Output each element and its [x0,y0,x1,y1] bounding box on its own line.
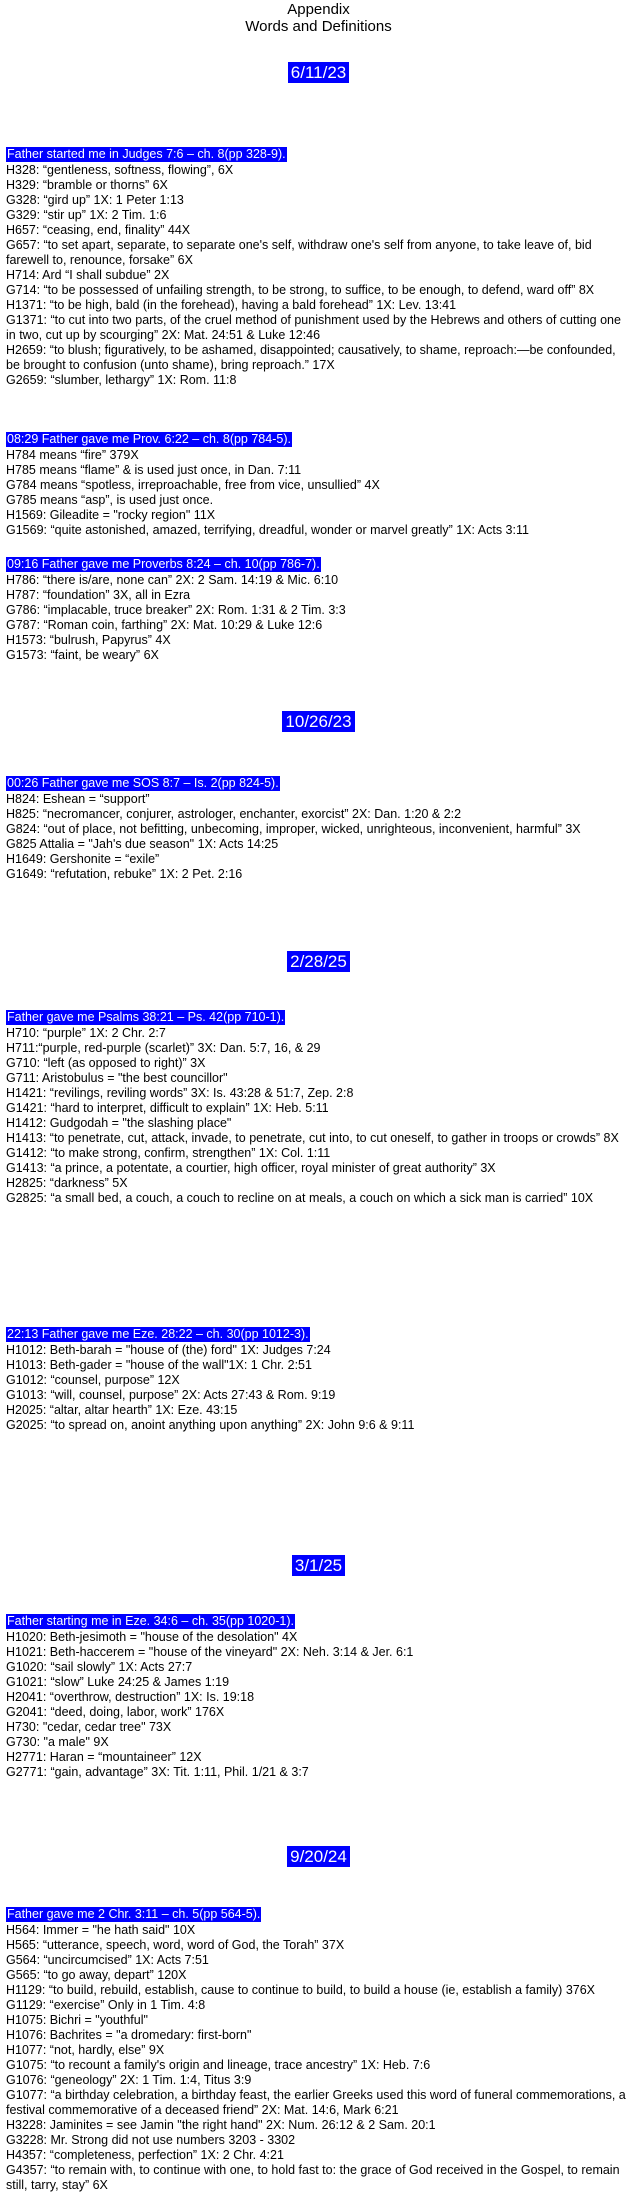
definition-entry: H565: “utterance, speech, word, word of God, the Torah” 37X [6,1938,345,1952]
definition-entry: G1129: “exercise” Only in 1 Tim. 4:8 [6,1998,206,2012]
definition-entry: G1012: “counsel, purpose” 12X [6,1373,180,1387]
definition-entry: G787: “Roman coin, farthing” 2X: Mat. 10:29 & Luke 12:6 [6,618,323,632]
section-heading: 22:13 Father gave me Eze. 28:22 – ch. 30(pp 1012-3). [7,1327,309,1341]
reading-section [6,1905,631,2193]
definition-entry: G1013: “will, counsel, purpose” 2X: Acts 27:43 & Rom. 9:19 [6,1388,336,1402]
definition-entry: H1076: Bachrites = "a dromedary: first-born" [6,2028,252,2042]
definition-entry: H784 means “fire” 379X [6,448,139,462]
section-heading: Father gave me 2 Chr. 3:11 – ch. 5(pp 564-5). [7,1907,261,1921]
definition-entry: G824: “out of place, not befitting, unbecoming, improper, wicked, unrighteous, inconvenient, harmful” 3X [6,822,581,836]
definition-entry: G1371: “to cut into two parts, of the cruel method of punishment used by the Hebrews and others of cutting one in two, cut up by scourging” 2X: Mat. 24:51 & Luke 12:46 [6,313,621,342]
definition-entry: G710: “left (as opposed to right)” 3X [6,1056,206,1070]
definition-entry: H1413: “to penetrate, cut, attack, invade, to penetrate, cut into, to cut oneself, to gather in troops or crowds” 8X [6,1131,619,1145]
reading-section [6,1325,631,1433]
definition-entry: H3228: Jaminites = see Jamin "the right hand" 2X: Num. 26:12 & 2 Sam. 20:1 [6,2118,436,2132]
reading-section [6,1612,631,1780]
definition-entry: H1020: Beth-jesimoth = "house of the desolation" 4X [6,1630,298,1644]
definition-entry: G1421: “hard to interpret, difficult to explain” 1X: Heb. 5:11 [6,1101,329,1115]
definition-entry: G1412: “to make strong, confirm, strengthen” 1X: Col. 1:11 [6,1146,331,1160]
definition-entry: G730: "a male" 9X [6,1735,109,1749]
definition-entry: H1013: Beth-gader = "house of the wall"1X: 1 Chr. 2:51 [6,1358,312,1372]
definition-entry: G825 Attalia = "Jah's due season" 1X: Acts 14:25 [6,837,279,851]
date-marker [0,951,637,972]
definition-entry: H1569: Gileadite = "rocky region" 11X [6,508,216,522]
definition-entry: H824: Eshean = “support” [6,792,150,806]
definition-entry: H1421: “revilings, reviling words” 3X: Is. 43:28 & 51:7, Zep. 2:8 [6,1086,354,1100]
reading-section [6,1008,631,1206]
definition-entry: H4357: “completeness, perfection” 1X: 2 Chr. 4:21 [6,2148,284,2162]
definition-entry: H2659: “to blush; figuratively, to be ashamed, disappointed; causatively, to shame, reproach:—be confounded, be brought to confusion (unto shame), bring reproach.” 17X [6,343,616,372]
definition-entry: G329: “stir up” 1X: 2 Tim. 1:6 [6,208,167,222]
definition-entry: G1020: “sail slowly” 1X: Acts 27:7 [6,1660,193,1674]
reading-section [6,555,631,663]
date-marker [0,62,637,83]
date-badge: 2/28/25 [287,951,350,972]
section-heading: 09:16 Father gave me Proverbs 8:24 – ch. 10(pp 786-7). [7,557,320,571]
reading-section [6,145,631,388]
definition-entry: G1077: “a birthday celebration, a birthday feast, the earlier Greeks used this word of funeral commemorations, a festival commemorative of a deceased friend” 2X: Mat. 14:6, Mark 6:21 [6,2088,626,2117]
definition-entry: G2041: “deed, doing, labor, work” 176X [6,1705,225,1719]
section-heading: Father started me in Judges 7:6 – ch. 8(pp 328-9). [7,147,286,161]
definition-entry: H1412: Gudgodah = "the slashing place" [6,1116,232,1130]
definition-entry: G786: “implacable, truce breaker” 2X: Rom. 1:31 & 2 Tim. 3:3 [6,603,346,617]
section-heading: 00:26 Father gave me SOS 8:7 – Is. 2(pp 824-5). [7,776,279,790]
date-badge: 10/26/23 [282,711,354,732]
definition-entry: H785 means “flame” & is used just once, in Dan. 7:11 [6,463,302,477]
section-heading: Father gave me Psalms 38:21 – Ps. 42(pp 710-1). [7,1010,285,1024]
definition-entry: H657: “ceasing, end, finality” 44X [6,223,191,237]
definition-entry: G657: “to set apart, separate, to separate one's self, withdraw one's self from anyone, to take leave of, bid farewell to, renounce, forsake” 6X [6,238,592,267]
definition-entry: G785 means “asp”, is used just once. [6,493,214,507]
definition-entry: H1649: Gershonite = “exile” [6,852,160,866]
definition-entry: G711: Aristobulus = "the best councillor" [6,1071,228,1085]
definition-entry: H1077: “not, hardly, else” 9X [6,2043,165,2057]
definition-entry: H711:“purple, red-purple (scarlet)” 3X: Dan. 5:7, 16, & 29 [6,1041,321,1055]
definition-entry: H328: “gentleness, softness, flowing”, 6X [6,163,234,177]
date-badge: 6/11/23 [288,62,349,83]
definition-entry: G2771: “gain, advantage” 3X: Tit. 1:11, Phil. 1/21 & 3:7 [6,1765,309,1779]
definition-entry: H2771: Haran = “mountaineer” 12X [6,1750,202,1764]
definition-entry: G4357: “to remain with, to continue with one, to hold fast to: the grace of God received in the Gospel, to remain still, tarry, stay” 6X [6,2163,620,2192]
section-heading: 08:29 Father gave me Prov. 6:22 – ch. 8(pp 784-5). [7,432,291,446]
definition-entry: H1573: “bulrush, Papyrus” 4X [6,633,171,647]
definition-entry: H787: “foundation” 3X, all in Ezra [6,588,191,602]
date-badge: 9/20/24 [287,1846,350,1867]
definition-entry: H786: “there is/are, none can” 2X: 2 Sam. 14:19 & Mic. 6:10 [6,573,339,587]
date-badge: 3/1/25 [292,1555,345,1576]
definition-entry: H1012: Beth-barah = "house of (the) ford" 1X: Judges 7:24 [6,1343,331,1357]
definition-entry: G1569: “quite astonished, amazed, terrifying, dreadful, wonder or marvel greatly” 1X: Acts 3:11 [6,523,529,537]
definition-entry: H564: Immer = "he hath said" 10X [6,1923,196,1937]
appendix-title: Appendix [287,1,350,18]
date-marker [0,1555,637,1576]
definition-entry: H1075: Bichri = "youthful" [6,2013,148,2027]
title-block [0,0,637,35]
definition-entry: G1573: “faint, be weary” 6X [6,648,159,662]
date-marker [0,1846,637,1867]
reading-section [6,430,631,538]
definition-entry: G3228: Mr. Strong did not use numbers 3203 - 3302 [6,2133,296,2147]
definition-entry: G1075: “to recount a family's origin and lineage, trace ancestry” 1X: Heb. 7:6 [6,2058,431,2072]
definition-entry: H329: “bramble or thorns” 6X [6,178,168,192]
definition-entry: G565: “to go away, depart” 120X [6,1968,187,1982]
definition-entry: G2025: “to spread on, anoint anything upon anything” 2X: John 9:6 & 9:11 [6,1418,415,1432]
definition-entry: G2825: “a small bed, a couch, a couch to recline on at meals, a couch on which a sick man is carried” 10X [6,1191,594,1205]
definition-entry: H710: “purple” 1X: 2 Chr. 2:7 [6,1026,166,1040]
definition-entry: H730: "cedar, cedar tree" 73X [6,1720,172,1734]
definition-entry: H1371: “to be high, bald (in the forehead), having a bald forehead” 1X: Lev. 13:41 [6,298,457,312]
definition-entry: H2025: “altar, altar hearth” 1X: Eze. 43:15 [6,1403,238,1417]
definition-entry: G1076: “geneology” 2X: 1 Tim. 1:4, Titus 3:9 [6,2073,252,2087]
definition-entry: G784 means “spotless, irreproachable, free from vice, unsullied” 4X [6,478,380,492]
definition-entry: G328: “gird up” 1X: 1 Peter 1:13 [6,193,184,207]
section-heading: Father starting me in Eze. 34:6 – ch. 35(pp 1020-1). [7,1614,294,1628]
definition-entry: G714: “to be possessed of unfailing strength, to be strong, to suffice, to be enough, to defend, ward off” 8X [6,283,595,297]
definition-entry: G1021: “slow” Luke 24:25 & James 1:19 [6,1675,230,1689]
definition-entry: H2041: “overthrow, destruction” 1X: Is. 19:18 [6,1690,255,1704]
definition-entry: H1021: Beth-haccerem = "house of the vineyard" 2X: Neh. 3:14 & Jer. 6:1 [6,1645,414,1659]
definition-entry: G1413: “a prince, a potentate, a courtier, high officer, royal minister of great authority” 3X [6,1161,496,1175]
definition-entry: H1129: “to build, rebuild, establish, cause to continue to build, to build a house (ie, establish a family) 376X [6,1983,596,1997]
date-marker [0,711,637,732]
definition-entry: G564: “uncircumcised” 1X: Acts 7:51 [6,1953,209,1967]
definition-entry: H825: “necromancer, conjurer, astrologer, enchanter, exorcist” 2X: Dan. 1:20 & 2:2 [6,807,462,821]
appendix-subtitle: Words and Definitions [245,18,392,35]
reading-section [6,774,631,882]
definition-entry: G2659: “slumber, lethargy” 1X: Rom. 11:8 [6,373,237,387]
definition-entry: H714: Ard “I shall subdue” 2X [6,268,170,282]
definition-entry: H2825: “darkness” 5X [6,1176,128,1190]
definition-entry: G1649: “refutation, rebuke” 1X: 2 Pet. 2:16 [6,867,243,881]
